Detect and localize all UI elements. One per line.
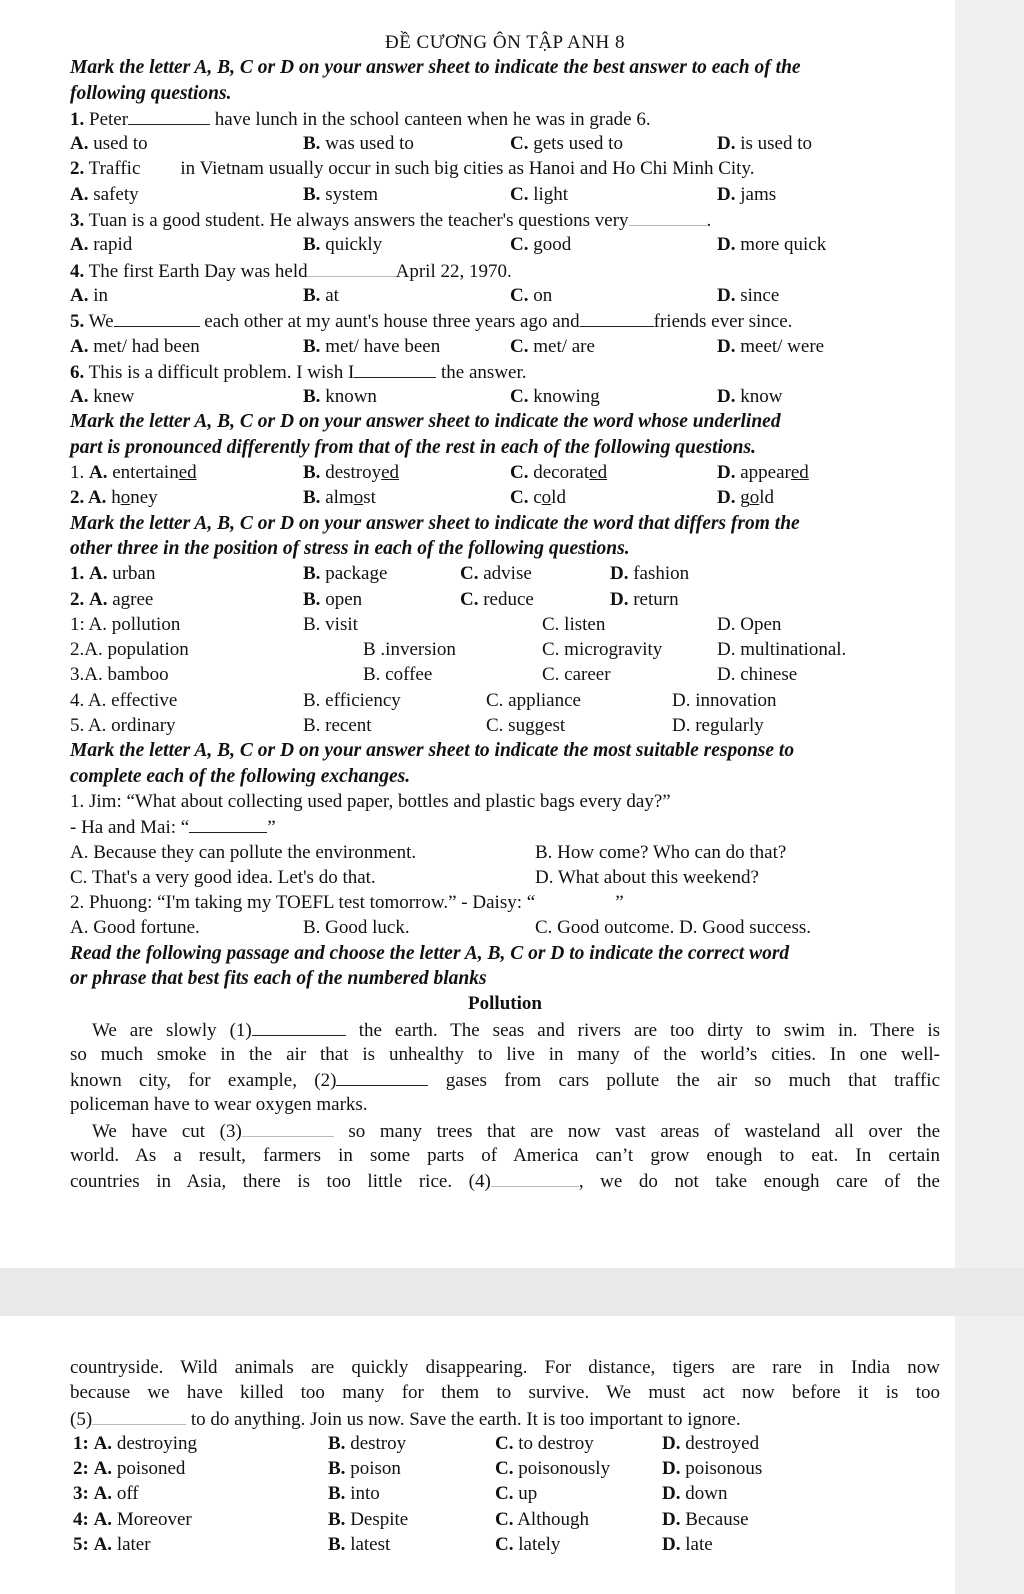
option-d[interactable]: D. poisonous	[662, 1458, 763, 1480]
exchange-2-options	[70, 915, 940, 940]
passage-line: policeman have to wear oxygen marks.	[70, 1094, 368, 1116]
option-d[interactable]: D. know	[717, 386, 783, 408]
option-c[interactable]: C. decorated	[510, 462, 608, 484]
option-d[interactable]: D. since	[717, 284, 780, 306]
option-b[interactable]: B. latest	[328, 1534, 391, 1556]
option-d[interactable]: D. innovation	[672, 689, 777, 711]
instruction-line: Read the following passage and choose the letter A, B, C or D to indicate the correct word	[70, 942, 790, 964]
option-b[interactable]: B. known	[303, 386, 377, 408]
option-d[interactable]: D. down	[662, 1483, 728, 1505]
pronunciation-2	[70, 485, 940, 510]
option-b[interactable]: B. efficiency	[303, 689, 401, 711]
pronunciation-1	[70, 460, 940, 485]
option-a[interactable]: A. in	[70, 284, 109, 306]
option-c[interactable]: C. met/ are	[510, 335, 595, 357]
stress-1	[70, 561, 940, 586]
option-a[interactable]: 2. A. honey	[70, 487, 158, 509]
passage-line: countries in Asia, there is too little rice. (4) , we do not take enough care of the	[70, 1168, 940, 1193]
option-d[interactable]: D. is used to	[717, 133, 813, 155]
option-a[interactable]: 1: A. destroying	[73, 1432, 198, 1454]
instruction-line: following questions.	[70, 82, 232, 104]
option-c-d[interactable]: C. Good outcome. D. Good success.	[535, 917, 811, 939]
option-d[interactable]: D. Open	[717, 613, 782, 635]
answer-row-3	[70, 1481, 940, 1506]
option-b[interactable]: B. quickly	[303, 234, 383, 256]
question-1: 1. Peter have lunch in the school canteen when he was in grade 6.	[70, 106, 940, 131]
stress-5	[70, 662, 940, 687]
instruction-line: Mark the letter A, B, C or D on your answer sheet to indicate the word whose underlined	[70, 411, 781, 433]
option-b[interactable]: B. was used to	[303, 133, 414, 155]
option-a[interactable]: A. rapid	[70, 234, 133, 256]
option-d[interactable]: D. fashion	[610, 563, 690, 585]
option-b[interactable]: B .inversion	[363, 639, 456, 661]
stress-4	[70, 637, 940, 662]
option-a[interactable]: A. Good fortune.	[70, 917, 200, 939]
options-1	[70, 131, 940, 156]
instruction-line: Mark the letter A, B, C or D on your answer sheet to indicate the best answer to each of the	[70, 57, 801, 79]
option-c[interactable]: C. cold	[510, 487, 566, 509]
answer-row-5	[70, 1532, 940, 1557]
option-a[interactable]: 3: A. off	[73, 1483, 139, 1505]
passage-line: so much smoke in the air that is unhealthy to live in many of the world’s cities. In one well-	[70, 1043, 940, 1065]
passage-title: Pollution	[468, 993, 542, 1015]
option-b[interactable]: B. Good luck.	[303, 917, 410, 939]
option-b[interactable]: B. met/ have been	[303, 335, 441, 357]
option-c[interactable]: C. good	[510, 234, 572, 256]
instruction-line: part is pronounced differently from that of the rest in each of the following questions.	[70, 436, 756, 458]
question-5: 5. We each other at my aunt's house three years ago and friends ever since.	[70, 308, 940, 333]
option-b[interactable]: B. Despite	[328, 1508, 409, 1530]
option-a[interactable]: 2: A. poisoned	[73, 1458, 186, 1480]
instruction-line: other three in the position of stress in each of the following questions.	[70, 537, 630, 559]
option-c[interactable]: C. reduce	[460, 588, 534, 610]
options-5	[70, 334, 940, 359]
option-b[interactable]: B. How come? Who can do that?	[535, 841, 787, 863]
option-b[interactable]: B. poison	[328, 1458, 401, 1480]
options-2	[70, 182, 940, 207]
option-d[interactable]: D. multinational.	[717, 639, 847, 661]
exchange-1-reply: - Ha and Mai: “ ”	[70, 814, 940, 839]
option-d[interactable]: D. chinese	[717, 664, 798, 686]
option-c[interactable]: C. to destroy	[495, 1432, 594, 1454]
options-6	[70, 384, 940, 409]
option-c[interactable]: C. suggest	[486, 715, 566, 737]
option-d[interactable]: D. jams	[717, 183, 777, 205]
options-4	[70, 283, 940, 308]
option-b[interactable]: B. recent	[303, 715, 372, 737]
instruction-line: Mark the letter A, B, C or D on your answer sheet to indicate the word that differs from the	[70, 512, 800, 534]
option-b[interactable]: B. open	[303, 588, 363, 610]
options-3	[70, 232, 940, 257]
option-d[interactable]: D. Because	[662, 1508, 749, 1530]
option-a[interactable]: 1. A. urban	[70, 563, 156, 585]
passage-line: world. As a result, farmers in some parts of America can’t grow enough to eat. In certain	[70, 1145, 940, 1167]
option-a[interactable]: 4: A. Moreover	[73, 1508, 192, 1530]
passage-continued	[70, 1355, 940, 1557]
page-separator	[0, 1268, 1024, 1316]
stress-3	[70, 612, 940, 637]
exchange-2: 2. Phuong: “I'm taking my TOEFL test tomorrow.” - Daisy: “ ”	[70, 892, 624, 914]
option-c[interactable]: C. microgravity	[542, 639, 663, 661]
option-a[interactable]: A. Because they can pollute the environment.	[70, 841, 417, 863]
passage-line: because we have killed too many for them to survive. We must act now before it is too	[70, 1382, 940, 1404]
passage-line: (5) to do anything. Join us now. Save the earth. It is too important to ignore.	[70, 1406, 940, 1431]
option-c[interactable]: C. light	[510, 183, 569, 205]
option-c[interactable]: C. gets used to	[510, 133, 623, 155]
instruction-line: Mark the letter A, B, C or D on your answer sheet to indicate the most suitable response to	[70, 740, 795, 762]
option-c[interactable]: C. on	[510, 284, 553, 306]
option-d[interactable]: D. return	[610, 588, 679, 610]
answer-row-4	[70, 1507, 940, 1532]
option-a[interactable]: A. safety	[70, 183, 139, 205]
option-d[interactable]: D. appeared	[717, 462, 809, 484]
option-d[interactable]: D. What about this weekend?	[535, 866, 759, 888]
option-b[interactable]: B. visit	[303, 613, 358, 635]
option-d[interactable]: D. regularly	[672, 715, 764, 737]
option-a[interactable]: 5: A. later	[73, 1534, 151, 1556]
option-c[interactable]: C. advise	[460, 563, 532, 585]
option-c[interactable]: C. poisonously	[495, 1458, 611, 1480]
question-3: 3. Tuan is a good student. He always answers the teacher's questions very .	[70, 207, 940, 232]
option-a[interactable]: 1: A. pollution	[70, 613, 181, 635]
option-a[interactable]: A. used to	[70, 133, 148, 155]
instruction-line: or phrase that best fits each of the numbered blanks	[70, 967, 487, 989]
option-b[interactable]: B. into	[328, 1483, 380, 1505]
option-d[interactable]: D. destroyed	[662, 1432, 760, 1454]
option-a[interactable]: 3.A. bamboo	[70, 664, 169, 686]
page-title: ĐỀ CƯƠNG ÔN TẬP ANH 8	[384, 32, 626, 53]
question-2: 2. Traffic in Vietnam usually occur in such big cities as Hanoi and Ho Chi Minh City.	[70, 158, 755, 180]
passage-line: known city, for example, (2) gases from cars pollute the air so much that traffic	[70, 1067, 940, 1092]
option-c[interactable]: C. appliance	[486, 689, 581, 711]
exchange-1-options-b	[70, 865, 940, 890]
option-b[interactable]: B. at	[303, 284, 339, 306]
option-b[interactable]: B. package	[303, 563, 388, 585]
passage-line: We are slowly (1) the earth. The seas and rivers are too dirty to swim in. There is	[70, 1017, 940, 1042]
instruction-line: complete each of the following exchanges.	[70, 765, 411, 787]
option-c[interactable]: C. That's a very good idea. Let's do that.	[70, 866, 376, 888]
option-b[interactable]: B. destroy	[328, 1432, 407, 1454]
question-6: 6. This is a difficult problem. I wish I the answer.	[70, 359, 940, 384]
option-b[interactable]: B. almost	[303, 487, 376, 509]
question-4: 4. The first Earth Day was held April 22, 1970.	[70, 258, 940, 283]
option-a[interactable]: 2. A. agree	[70, 588, 154, 610]
answer-row-2	[70, 1456, 940, 1481]
option-c[interactable]: C. up	[495, 1483, 538, 1505]
exchange-1-options-a	[70, 840, 940, 865]
option-a[interactable]: 1. A. entertained	[70, 462, 197, 484]
option-d[interactable]: D. more quick	[717, 234, 827, 256]
option-a[interactable]: A. met/ had been	[70, 335, 200, 357]
option-c[interactable]: C. Although	[495, 1508, 589, 1530]
option-a[interactable]: 4. A. effective	[70, 689, 178, 711]
option-c[interactable]: C. career	[542, 664, 611, 686]
section-best-answer	[70, 30, 940, 1194]
option-d[interactable]: D. meet/ were	[717, 335, 825, 357]
option-d[interactable]: D. late	[662, 1534, 713, 1556]
option-a[interactable]: 2.A. population	[70, 639, 189, 661]
stress-7	[70, 713, 940, 738]
option-c[interactable]: C. knowing	[510, 386, 600, 408]
option-a[interactable]: A. knew	[70, 386, 135, 408]
option-b[interactable]: B. system	[303, 183, 378, 205]
option-c[interactable]: C. lately	[495, 1534, 561, 1556]
passage-line: We have cut (3) so many trees that are now vast areas of wasteland all over the	[70, 1118, 940, 1143]
option-c[interactable]: C. listen	[542, 613, 606, 635]
exchange-1: 1. Jim: “What about collecting used paper, bottles and plastic bags every day?”	[70, 790, 671, 812]
option-d[interactable]: D. gold	[717, 487, 775, 509]
option-b[interactable]: B. destroyed	[303, 462, 400, 484]
option-b[interactable]: B. coffee	[363, 664, 433, 686]
answer-row-1	[70, 1431, 940, 1456]
stress-6	[70, 688, 940, 713]
passage-line: countryside. Wild animals are quickly disappearing. For distance, tigers are rare in India now	[70, 1357, 940, 1378]
stress-2	[70, 587, 940, 612]
option-a[interactable]: 5. A. ordinary	[70, 715, 176, 737]
